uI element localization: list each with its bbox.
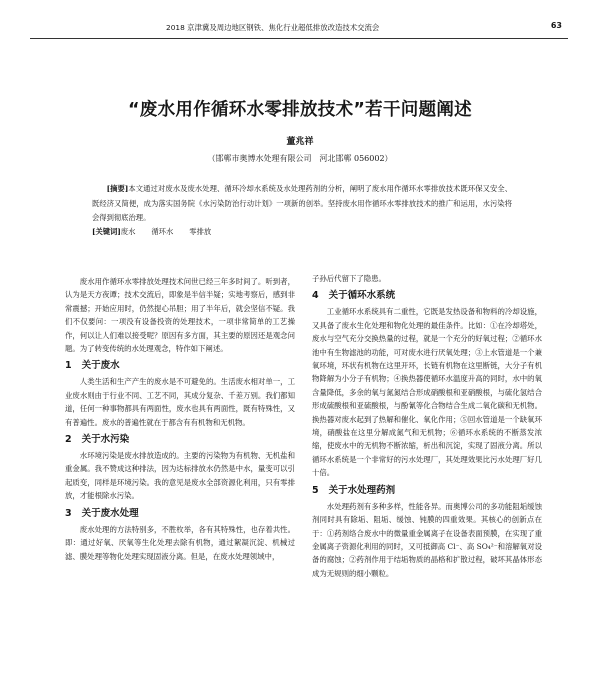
- right-column: [312, 272, 542, 670]
- keywords: [92, 227, 512, 237]
- article-title: “废水用作循环水零排放技术”若干问题阐述: [127, 100, 472, 120]
- abstract-label: [摘要]: [106, 184, 129, 193]
- left-column: [65, 275, 295, 673]
- section-4-paragraph: 工业循环水系统具有二重性，它既是发热设备和物料的冷却设施，又具备了废水生化处理和物化处理的最佳条件。比如：①在冷却塔处，废水与空气充分交换热量的过程，就是一个充分的好氧过程；②循环水池中有生物滤池的功能，可对废水进行厌氧处理；③上水管道是一个兼氧环境，环状有机物在这里开环，长链有机物在这里断链，大分子有机物降解为小分子有机物；④换热器使循环水温度升高的同时，水中的氧含量降低，多余的氧与氮氮结合形成硝酸根和亚硝酸根，与硫化氢结合形成硫酸根和亚硫酸根，与酚氰等化合物结合生成二氧化碳和无机物。换热器对废水起到了热解和催化、氧化作用；⑤回水管道是一个缺氧环境，硝酸盐在这里分解成氮气和无机物；⑥循环水系统的不断蒸发浓缩，使废水中的无机物不断浓缩，析出和沉淀，实现了固液分离。所以循环水系统是一个非常好的污水处理厂，其处理效果比污水处理厂好几十倍。: [312, 307, 542, 478]
- keyword: 零排放: [189, 227, 212, 236]
- section-5-paragraph: 水处理药剂有多种多样，性能各异。而奥博公司的多功能阻垢缓蚀剂同时具有除垢、阻垢、缓蚀、钝膜的四重效果。其核心的创新点在于：①药剂络合废水中的微量重金属离子在设备表面预膜，在实现了重金属离子资源化利用的同时，又可抵御高 Cl⁻、高 SO₄²⁻和溶解氧对设备的腐蚀；②药剂作用于结垢物质的晶格和扩散过程，破坏其晶体形态成为无规则的细小颗粒。: [312, 501, 542, 578]
- keyword: 废水: [120, 227, 136, 236]
- section-heading-4: 4 关于循环水系统: [312, 290, 396, 302]
- section-2-paragraph: 水环境污染是废水排放造成的。主要的污染物为有机物、无机盐和重金属。我不赞成这种排法，因为达标排放水仍然是中水，量变可以引起质变，同样是环境污染。我的意见是废水全部资源化利用，只有零排放，才能根除水污染。: [65, 451, 295, 501]
- author-affiliation: （邯郸市奥博水处理有限公司 河北邯郸 056002）: [207, 154, 393, 163]
- page-number: 63: [550, 21, 562, 30]
- section-1-paragraph: 人类生活和生产产生的废水是不可避免的。生活废水相对单一，工业废水则由于行业不同、工艺不同，其成分复杂、千差万别。我们都知道，任何一种事物都具有两面性，废水也具有两面性，既有特殊性，又有普遍性。废水的普遍性就在于都含有有机物和无机物。: [65, 377, 295, 427]
- section-3-paragraph: 废水处理的方法特别多，不胜枚举，各有其特殊性，也存着共性。即：通过好氧、厌氧等生化处理去除有机物，通过絮凝沉淀、机械过滤、膜处理等物化处理实现固液分离。但是，在废水处理领域中，: [65, 524, 295, 561]
- author-name: 董兆祥: [286, 137, 314, 147]
- section-heading-1: 1 关于废水: [65, 360, 120, 372]
- running-title: 2018 京津冀及周边地区钢铁、焦化行业超低排放改造技术交流会: [166, 23, 380, 32]
- section-heading-3: 3 关于废水处理: [65, 507, 139, 519]
- continued-text: 子孙后代留下了隐患。: [312, 274, 386, 283]
- running-header: [30, 20, 568, 39]
- keyword: 循环水: [151, 227, 174, 236]
- abstract: [92, 182, 512, 226]
- keywords-label: [关键词]: [92, 227, 121, 236]
- abstract-text: 本文通过对废水及废水处理、循环冷却水系统及水处理药剂的分析，阐明了废水用作循环水零排放技术既环保又安全、既经济又简便，成为落实国务院《水污染防治行动计划》一项新的创举。坚持废水用作循环水零排放技术的推广和运用，水污染将会得到彻底治理。: [92, 184, 513, 223]
- intro-paragraph: 废水用作循环水零排放处理技术问世已经三年多时间了。听到者，认为是天方夜谭；技术交流后，即象是半信半疑；实地考察后，感到非常震撼；开始应用时，仍然提心吊胆；用了半年后，就会坚信不疑。我们不仅要问：一项没有设备投资的处理技术，一项非常简单的工艺操作，何以让人们难以接受呢？原因有多方面，其主要的原因还是观念问题。为了转变传统的水处理观念，特作如下阐述。: [65, 277, 295, 354]
- section-heading-5: 5 关于水处理药剂: [312, 484, 396, 496]
- section-heading-2: 2 关于水污染: [65, 434, 130, 446]
